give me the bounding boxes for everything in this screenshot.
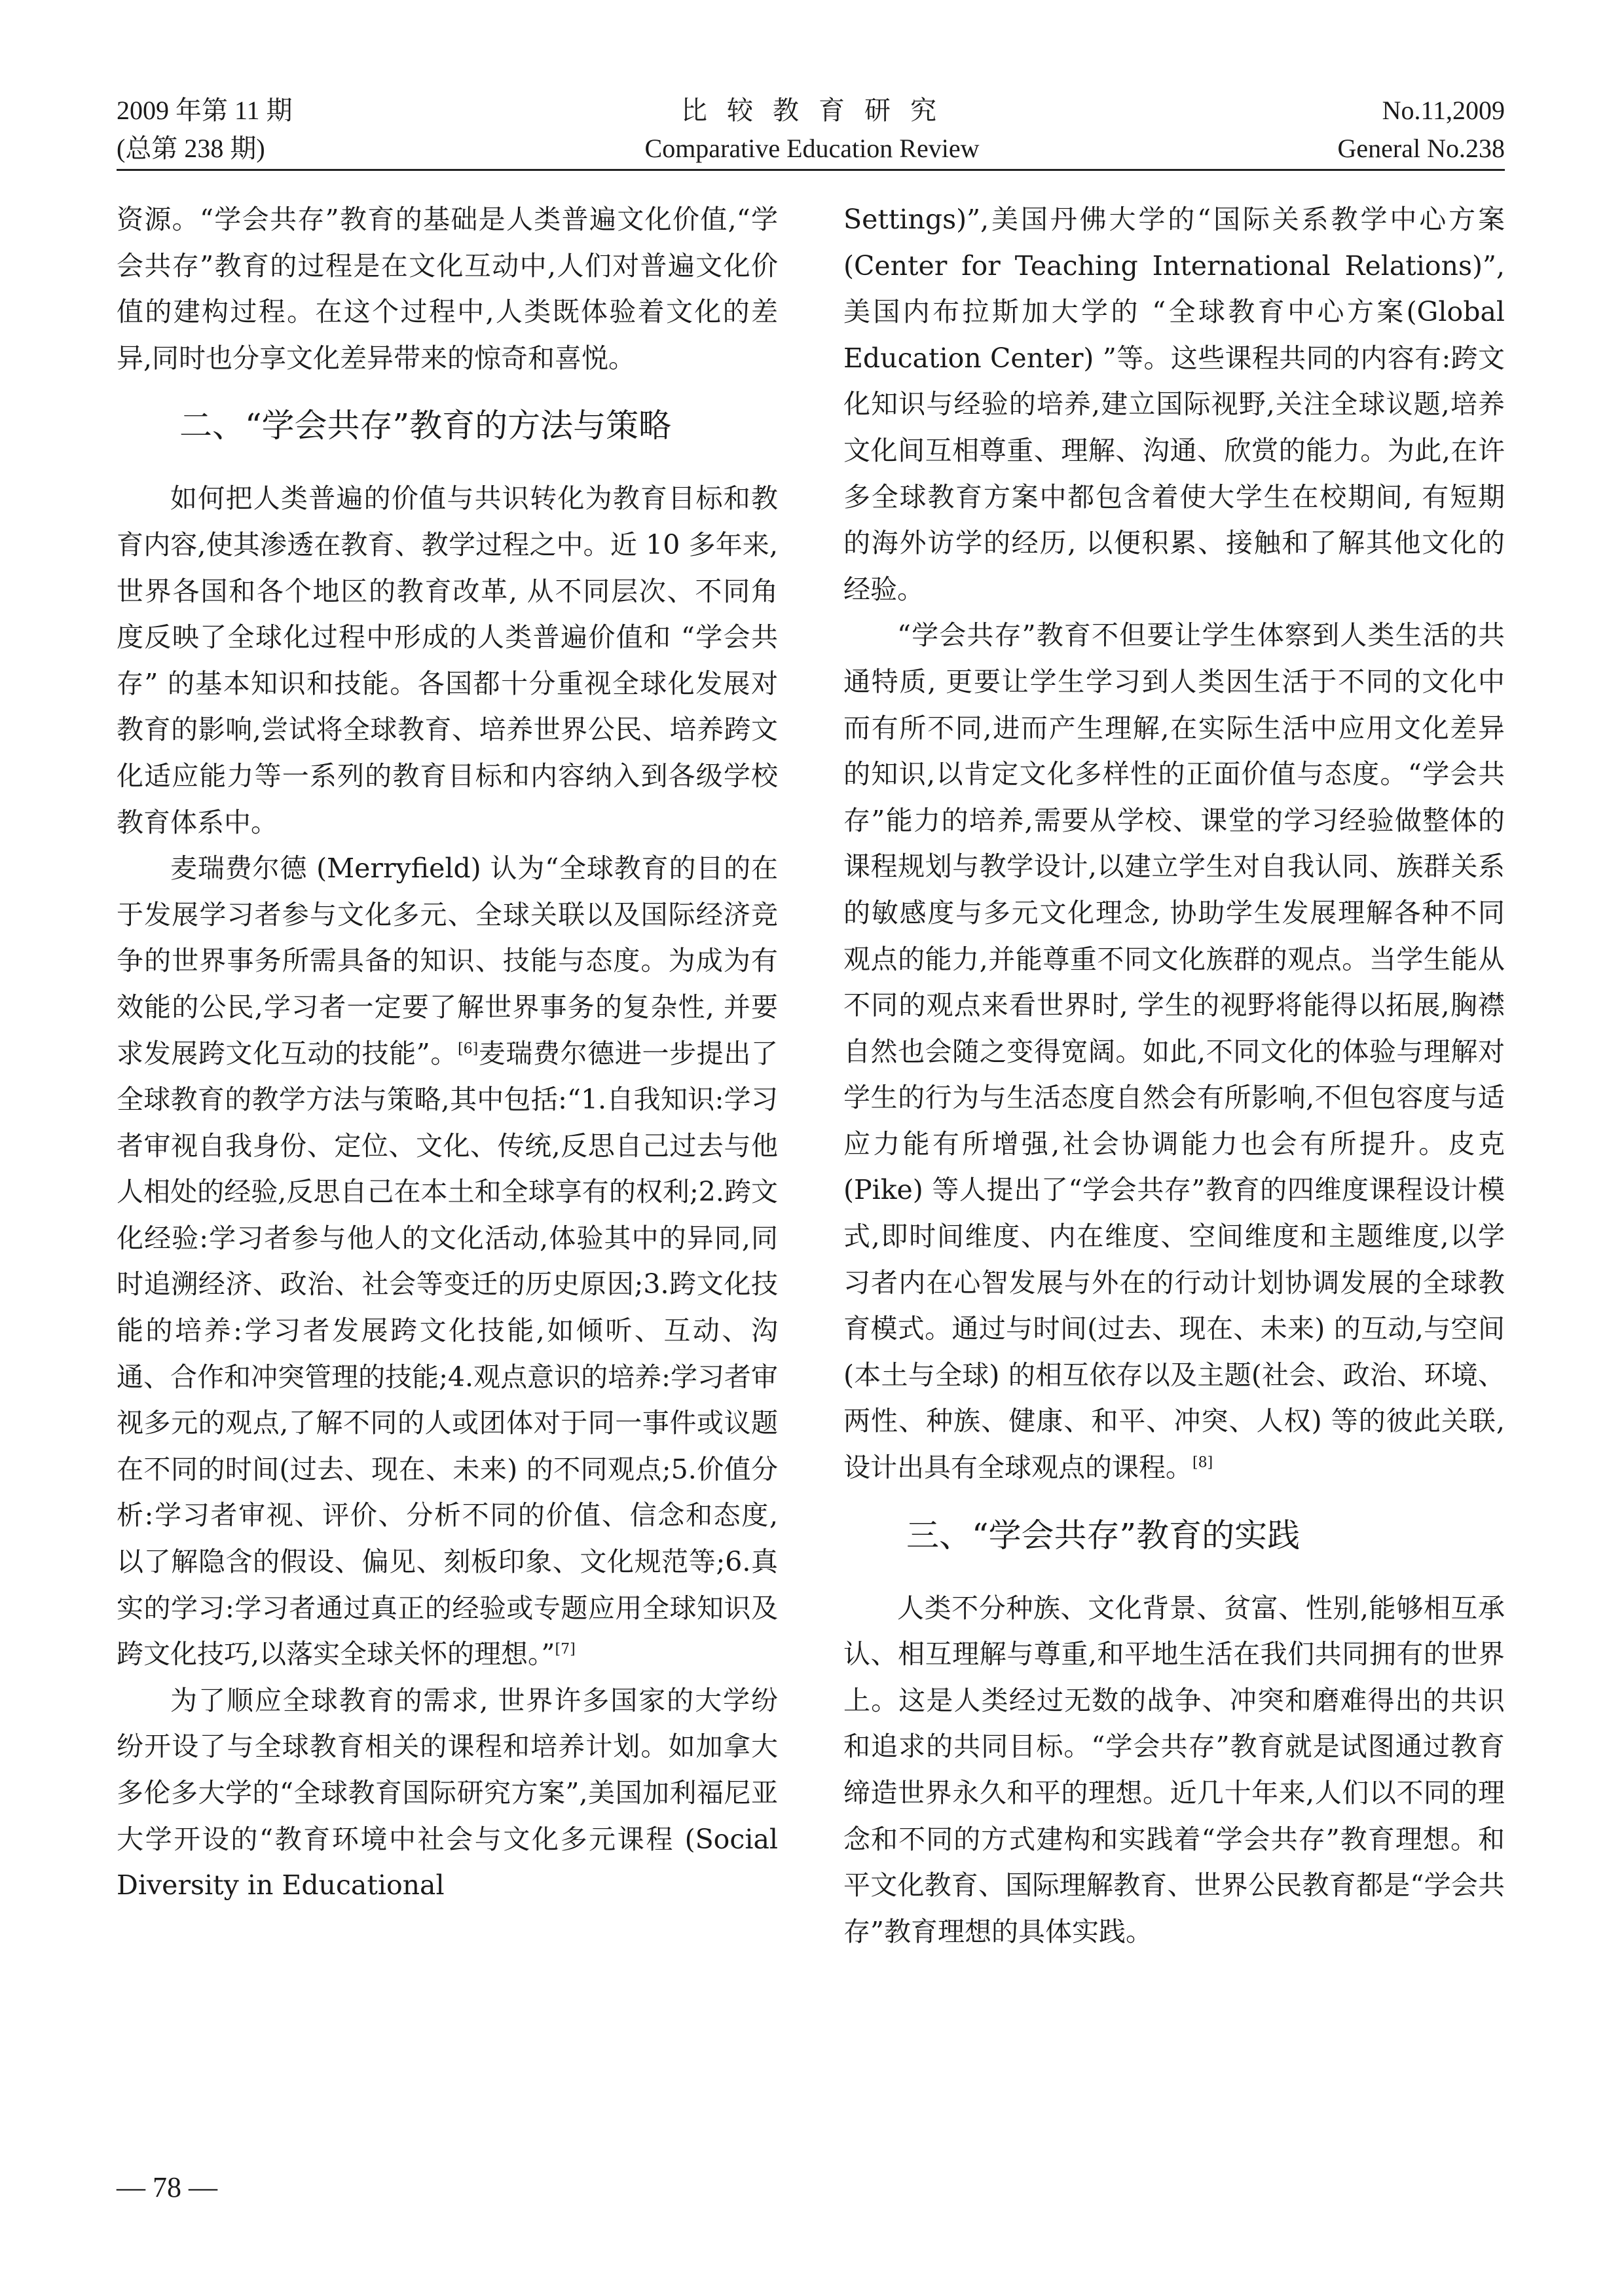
paragraph: 人类不分种族、文化背景、贫富、性别,能够相互承认、相互理解与尊重,和平地生活在我们共同拥有的世界上。这是人类经过无数的战争、冲突和磨难得出的共识和追求的共同目标。“学会共存”教育就是试图通过教育缔造世界永久和平的理想。近几十年来,人们以不同的理念和不同的方式建构和实践着“学会共存”教育理想。和平文化教育、国际理解教育、世界公民教育都是“学会共存”教育理想的具体实践。 — [843, 1592, 1505, 1947]
citation-6[interactable]: [6] — [458, 1040, 479, 1057]
page-number: — 78 — — [117, 2171, 217, 2203]
right-column — [843, 196, 1505, 1955]
general-number: General No.238 — [1337, 134, 1505, 163]
paragraph: 为了顺应全球教育的需求, 世界许多国家的大学纷纷开设了与全球教育相关的课程和培养计划。如加拿大多伦多大学的“全球教育国际研究方案”,美国加利福尼亚大学开设的“教育环境中社会与文化多元课程 (Social Diversity in Educational — [117, 1684, 778, 1901]
paragraph-text: 麦瑞费尔德 (Merryfield) 认为“全球教育的目的在于发展学习者参与文化多元、全球关联以及国际经济竞争的世界事务所需具备的知识、技能与态度。为成为有效能的公民,学习者一定要了解世界事务的复杂性, 并要求发展跨文化互动的技能”。 — [117, 853, 778, 1069]
paragraph-text: “学会共存”教育不但要让学生体察到人类生活的共通特质, 更要让学生学习到人类因生活于不同的文化中而有所不同,进而产生理解,在实际生活中应用文化差异的知识,以肯定文化多样性的正面价值与态度。“学会共存”能力的培养,需要从学校、课堂的学习经验做整体的课程规划与教学设计,以建立学生对自我认同、族群关系的敏感度与多元文化理念, 协助学生发展理解各种不同观点的能力,并能尊重不同文化族群的观点。当学生能从不同的观点来看世界时, 学生的视野将能得以拓展,胸襟自然也会随之变得宽阔。如此,不同文化的体验与理解对学生的行为与生活态度自然会有所影响,不但包容度与适应力能有所增强,社会协调能力也会有所提升。皮克 (Pike) 等人提出了“学会共存”教育的四维度课程设计模式,即时间维度、内在维度、空间维度和主题维度,以学习者内在心智发展与外在的行动计划协调发展的全球教育模式。通过与时间(过去、现在、未来) 的互动,与空间(本土与全球) 的相互依存以及主题(社会、政治、环境、两性、种族、健康、和平、冲突、人权) 等的彼此关联,设计出具有全球观点的课程。 — [843, 619, 1505, 1484]
paragraph: 如何把人类普遍的价值与共识转化为教育目标和教育内容,使其渗透在教育、教学过程之中。近 10 多年来, 世界各国和各个地区的教育改革, 从不同层次、不同角度反映了全球化过程中形成的人类普遍价值和 “学会共存” 的基本知识和技能。各国都十分重视全球化发展对教育的影响,尝试将全球教育、培养世界公民、培养跨文化适应能力等一系列的教育目标和内容纳入到各级学校教育体系中。 — [117, 483, 778, 838]
issue-info-english — [1338, 92, 1505, 168]
journal-title-chinese: 比 较 教 育 研 究 — [681, 96, 943, 125]
paragraph — [843, 612, 1505, 1490]
section-heading-2: 二、“学会共存”教育的方法与策略 — [179, 407, 672, 445]
total-issue-number: (总第 238 期) — [117, 134, 265, 163]
paragraph: 资源。“学会共存”教育的基础是人类普遍文化价值,“学会共存”教育的过程是在文化互动中,人们对普遍文化价值的建构过程。在这个过程中,人类既体验着文化的差异,同时也分享文化差异带来的惊奇和喜悦。 — [117, 204, 778, 374]
paragraph-text: 麦瑞费尔德进一步提出了全球教育的教学方法与策略,其中包括:“1.自我知识:学习者审视自我身份、定位、文化、传统,反思自己过去与他人相处的经验,反思自己在本土和全球享有的权利;2.跨文化经验:学习者参与他人的文化活动,体验其中的异同,同时追溯经济、政治、社会等变迁的历史原因;3.跨文化技能的培养:学习者发展跨文化技能,如倾听、互动、沟通、合作和冲突管理的技能;4.观点意识的培养:学习者审视多元的观点,了解不同的人或团体对于同一事件或议题在不同的时间(过去、现在、未来) 的不同观点;5.价值分析:学习者审视、评价、分析不同的价值、信念和态度,以了解隐含的假设、偏见、刻板印象、文化规范等;6.真实的学习:学习者通过真正的经验或专题应用全球知识及跨文化技巧,以落实全球关怀的理想。” — [117, 1037, 778, 1670]
header-divider — [117, 169, 1505, 171]
issue-number: 2009 年第 11 期 — [117, 96, 293, 125]
journal-title-english: Comparative Education Review — [644, 134, 980, 163]
citation-7[interactable]: [7] — [555, 1641, 576, 1658]
paragraph: Settings)”,美国丹佛大学的“国际关系教学中心方案 (Center for Teaching International Relations)”,美国内布拉斯加大学的 “全球教育中心方案(Global Education Center) ”等。这些课程共同的内容有:跨文化知识与经验的培养,建立国际视野,关注全球议题,培养文化间互相尊重、理解、沟通、欣赏的能力。为此,在许多全球教育方案中都包含着使大学生在校期间, 有短期的海外访学的经历, 以便积累、接触和了解其他文化的经验。 — [843, 204, 1505, 605]
citation-8[interactable]: [8] — [1192, 1454, 1213, 1471]
section-heading-3: 三、“学会共存”教育的实践 — [906, 1516, 1301, 1554]
paragraph — [117, 845, 778, 1678]
left-column — [117, 196, 778, 1909]
issue-number-english: No.11,2009 — [1382, 96, 1505, 125]
